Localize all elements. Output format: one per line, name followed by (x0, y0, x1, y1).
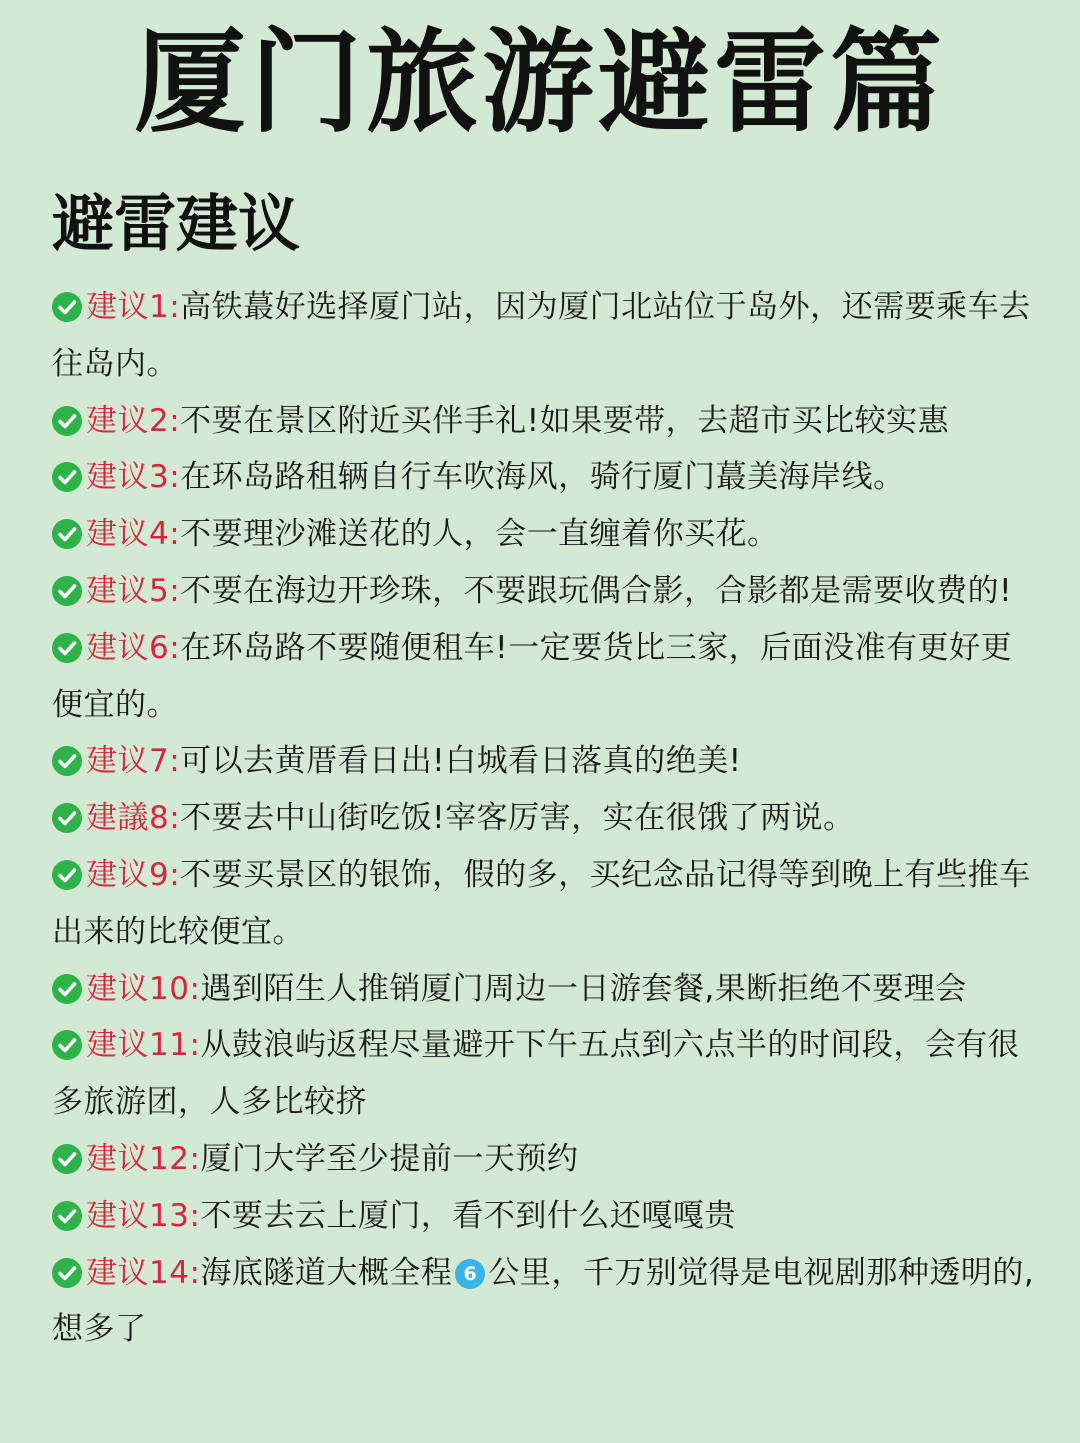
tip-label: 建议4: (86, 516, 181, 553)
tip-label: 建议10: (86, 970, 201, 1007)
check-icon (52, 462, 82, 492)
tip-text: 不要买景区的银饰，假的多，买纪念品记得等到晚上有些推车出来的比较便宜。 (52, 856, 1031, 950)
tip-text: 公里，千万别觉得是电视剧那种透明的,想多了 (52, 1254, 1035, 1348)
tip-label: 建议13: (86, 1197, 201, 1234)
check-icon (52, 292, 82, 322)
list-item (52, 1245, 1042, 1359)
check-icon (52, 1030, 82, 1060)
check-icon (52, 860, 82, 890)
check-icon (52, 519, 82, 549)
list-item (52, 563, 1042, 620)
tip-text: 不要在海边开珍珠，不要跟玩偶合影，合影都是需要收费的! (180, 572, 1013, 609)
check-icon (52, 1144, 82, 1174)
tip-text: 不要理沙滩送花的人，会一直缠着你买花。 (180, 516, 779, 553)
page-title: 厦门旅游避雷篇 (134, 18, 946, 148)
list-item (52, 393, 1042, 450)
list-item (52, 620, 1042, 734)
list-item (52, 790, 1042, 847)
list-item (52, 961, 1042, 1018)
list-item (52, 1131, 1042, 1188)
tip-text: 可以去黄厝看日出!白城看日落真的绝美! (180, 743, 742, 780)
check-icon (52, 974, 82, 1004)
tip-text: 在环岛路租辆自行车吹海风，骑行厦门蕞美海岸线。 (180, 459, 905, 496)
tip-text: 高铁蕞好选择厦门站，因为厦门北站位于岛外，还需要乘车去往岛内。 (52, 289, 1031, 382)
list-item (52, 847, 1042, 961)
tip-label: 建议6: (86, 629, 181, 666)
tip-label: 建议5: (86, 572, 181, 609)
tip-text: 遇到陌生人推销厦门周边一日游套餐,果断拒绝不要理会 (200, 970, 967, 1007)
check-icon (52, 1201, 82, 1231)
check-icon (52, 803, 82, 833)
tip-text: 海底隧道大概全程 (200, 1254, 453, 1291)
list-item (52, 733, 1042, 790)
tip-label: 建议14: (86, 1254, 201, 1291)
tip-label: 建议1: (86, 289, 181, 325)
check-icon (52, 576, 82, 606)
list-item (52, 449, 1042, 506)
tip-text: 从鼓浪屿返程尽量避开下午五点到六点半的时间段，会有很多旅游团，人多比较挤 (52, 1027, 1020, 1121)
tip-text: 厦门大学至少提前一天预约 (200, 1140, 579, 1177)
tip-label: 建议12: (86, 1140, 201, 1177)
tip-label: 建议7: (86, 743, 181, 780)
list-item (52, 1017, 1042, 1131)
tip-label: 建議8: (86, 800, 181, 837)
check-icon (52, 1258, 82, 1288)
check-icon (52, 633, 82, 663)
tip-label: 建议2: (86, 402, 181, 439)
tips-list (52, 279, 1042, 1358)
tip-text: 不要去中山街吃饭!宰客厉害，实在很饿了两说。 (180, 800, 855, 837)
tip-label: 建议9: (86, 856, 181, 893)
list-item (52, 279, 1042, 393)
check-icon (52, 746, 82, 776)
tip-label: 建议11: (86, 1027, 201, 1064)
tip-text: 不要在景区附近买伴手礼!如果要带，去超市买比较实惠 (180, 402, 950, 439)
list-item (52, 1188, 1042, 1245)
section-heading: 避雷建议 (52, 187, 301, 260)
check-icon (52, 406, 82, 436)
tip-text: 在环岛路不要随便租车!一定要货比三家，后面没准有更好更便宜的。 (52, 629, 1013, 723)
number-badge: 6 (455, 1259, 485, 1289)
tip-label: 建议3: (86, 459, 181, 496)
list-item (52, 506, 1042, 563)
tip-text: 不要去云上厦门，看不到什么还嘎嘎贵 (200, 1197, 736, 1234)
